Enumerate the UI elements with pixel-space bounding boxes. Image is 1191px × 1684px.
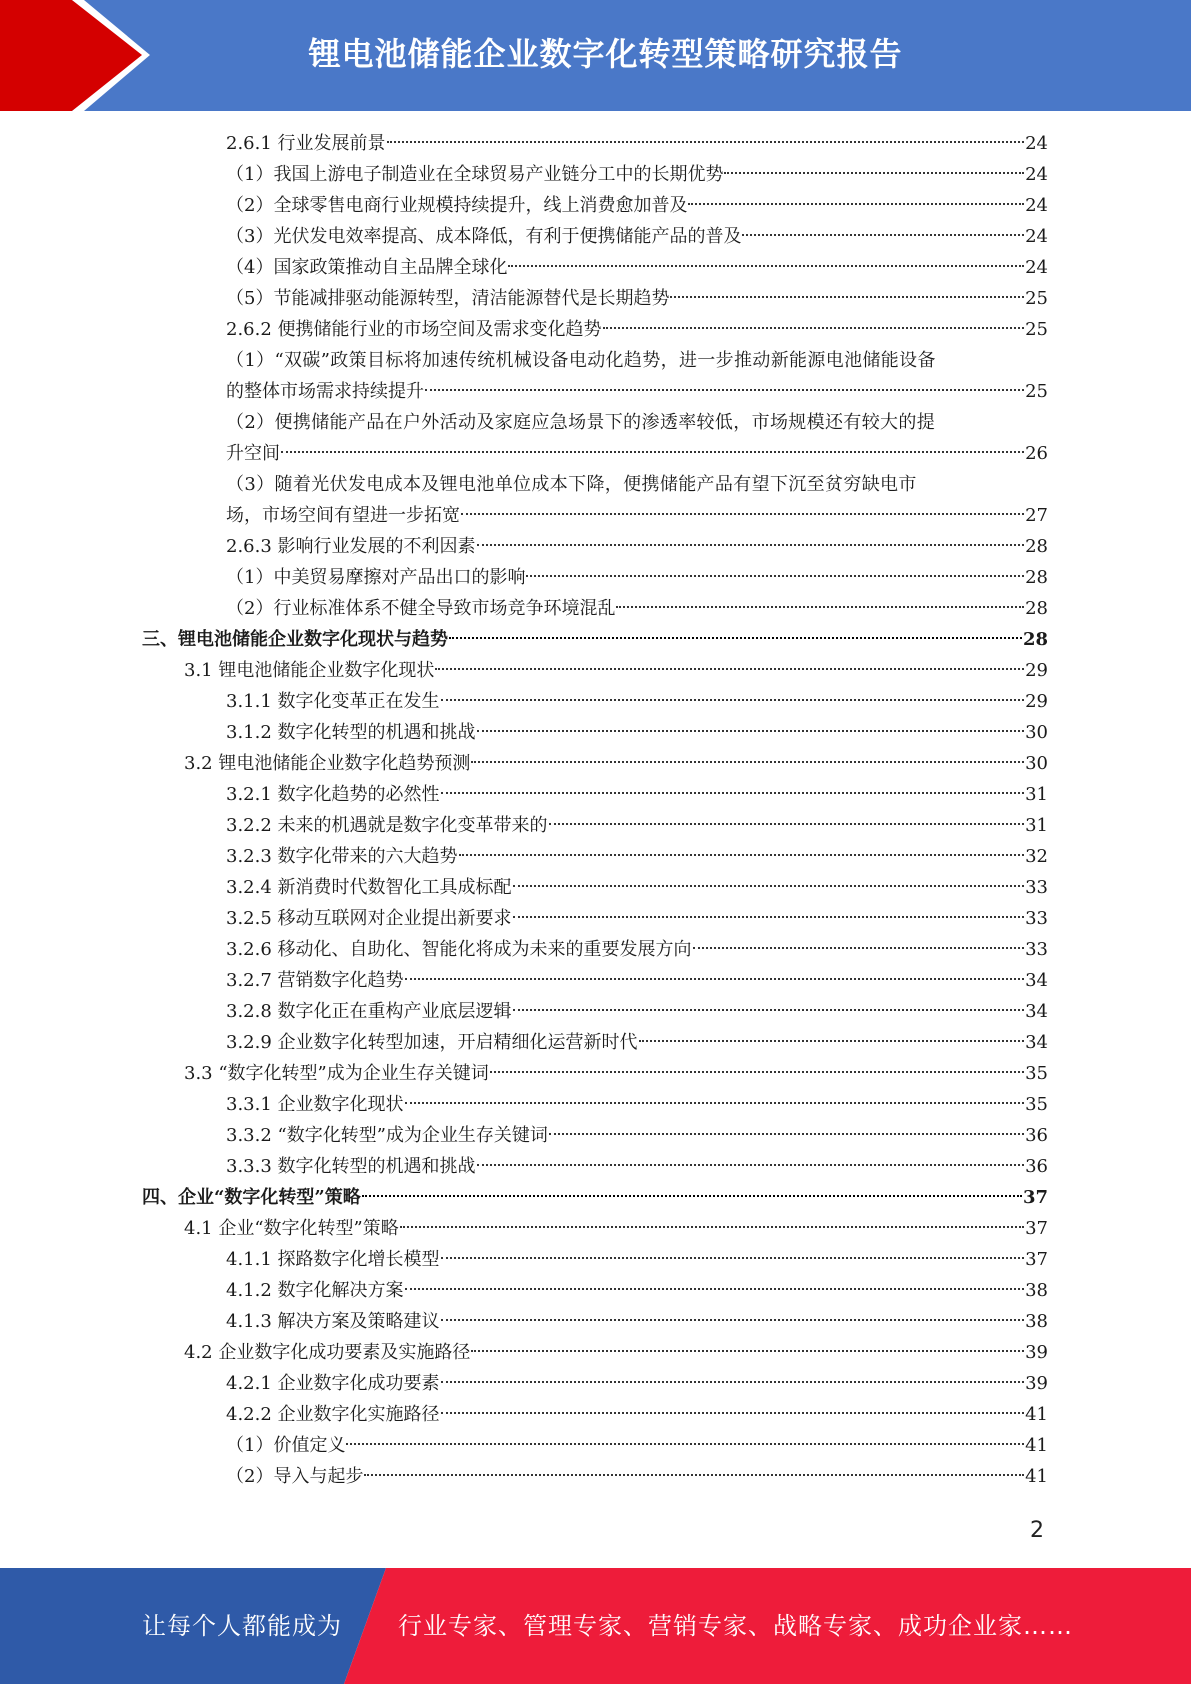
leader-dots bbox=[441, 1319, 1025, 1321]
toc-entry-title: 三、锂电池储能企业数字化现状与趋势 bbox=[142, 629, 448, 650]
toc-entry-title: 升空间 bbox=[226, 443, 280, 464]
toc-entry[interactable] bbox=[226, 872, 1048, 903]
leader-dots bbox=[459, 854, 1025, 856]
toc-entry-title-line1[interactable]: （1）“双碳”政策目标将加速传统机械设备电动化趋势，进一步推动新能源电池储能设备 bbox=[226, 350, 936, 371]
toc-entry-title: （2）全球零售电商行业规模持续提升，线上消费愈加普及 bbox=[226, 195, 688, 216]
footer-slogan-right: 行业专家、管理专家、营销专家、战略专家、成功企业家…… bbox=[398, 1612, 1073, 1640]
toc-entry-page: 36 bbox=[1025, 1156, 1048, 1177]
toc-entry-title: 3.2.1 数字化趋势的必然性 bbox=[226, 784, 440, 805]
leader-dots bbox=[688, 203, 1024, 205]
leader-dots bbox=[490, 1071, 1024, 1073]
toc-chapter[interactable] bbox=[142, 624, 1048, 655]
toc-entry-title: 3.2.8 数字化正在重构产业底层逻辑 bbox=[226, 1001, 512, 1022]
leader-dots bbox=[693, 947, 1025, 949]
toc-entry[interactable] bbox=[226, 1461, 1048, 1492]
toc-entry[interactable] bbox=[226, 1089, 1048, 1120]
leader-dots bbox=[441, 1257, 1025, 1259]
toc-entry-page: 41 bbox=[1025, 1466, 1048, 1487]
toc-entry[interactable] bbox=[226, 438, 1048, 469]
toc-entry[interactable] bbox=[226, 841, 1048, 872]
toc-entry-page: 36 bbox=[1025, 1125, 1048, 1146]
toc-entry[interactable] bbox=[226, 810, 1048, 841]
toc-entry[interactable] bbox=[226, 1120, 1048, 1151]
toc-chapter[interactable] bbox=[142, 1182, 1048, 1213]
toc-entry-page: 39 bbox=[1025, 1373, 1048, 1394]
toc-entry-page: 32 bbox=[1025, 846, 1048, 867]
leader-dots bbox=[742, 234, 1024, 236]
toc-entry-page: 34 bbox=[1025, 970, 1048, 991]
toc-entry-page: 31 bbox=[1025, 784, 1048, 805]
toc-entry-page: 24 bbox=[1025, 257, 1048, 278]
toc-entry-title: （2）导入与起步 bbox=[226, 1466, 364, 1487]
toc-entry-title: 3.1.1 数字化变革正在发生 bbox=[226, 691, 440, 712]
toc-entry-page: 26 bbox=[1025, 443, 1048, 464]
toc-entry[interactable] bbox=[226, 252, 1048, 283]
toc-entry[interactable] bbox=[226, 190, 1048, 221]
toc-section[interactable] bbox=[184, 1058, 1048, 1089]
leader-dots bbox=[400, 1226, 1024, 1228]
toc-entry-title: 3.2.3 数字化带来的六大趋势 bbox=[226, 846, 458, 867]
leader-dots bbox=[471, 761, 1024, 763]
toc-entry-page: 28 bbox=[1025, 567, 1048, 588]
leader-dots bbox=[441, 1412, 1025, 1414]
toc-entry[interactable] bbox=[226, 283, 1048, 314]
leader-dots bbox=[724, 172, 1024, 174]
leader-dots bbox=[603, 327, 1025, 329]
toc-entry-page: 24 bbox=[1025, 195, 1048, 216]
toc-entry-title: 2.6.2 便携储能行业的市场空间及需求变化趋势 bbox=[226, 319, 602, 340]
toc-entry-title-line1[interactable]: （3）随着光伏发电成本及锂电池单位成本下降，便携储能产品有望下沉至贫穷缺电市 bbox=[226, 474, 917, 495]
toc-entry[interactable] bbox=[226, 779, 1048, 810]
toc-entry-page: 29 bbox=[1025, 691, 1048, 712]
toc-entry-title: 2.6.1 行业发展前景 bbox=[226, 133, 386, 154]
toc-entry-page: 27 bbox=[1025, 505, 1048, 526]
toc-entry[interactable] bbox=[226, 1151, 1048, 1182]
toc-entry-page: 24 bbox=[1025, 226, 1048, 247]
leader-dots bbox=[362, 1195, 1022, 1197]
toc-entry-page: 35 bbox=[1025, 1063, 1048, 1084]
leader-dots bbox=[508, 265, 1024, 267]
toc-entry-title: 3.3.1 企业数字化现状 bbox=[226, 1094, 404, 1115]
toc-entry-title-line1[interactable]: （2）便携储能产品在户外活动及家庭应急场景下的渗透率较低，市场规模还有较大的提 bbox=[226, 412, 936, 433]
leader-dots bbox=[364, 1474, 1024, 1476]
toc-section[interactable] bbox=[184, 1213, 1048, 1244]
leader-dots bbox=[405, 1288, 1025, 1290]
toc-entry-page: 34 bbox=[1025, 1001, 1048, 1022]
toc-entry[interactable] bbox=[226, 1306, 1048, 1337]
toc-entry[interactable] bbox=[226, 159, 1048, 190]
toc-entry-page: 38 bbox=[1025, 1311, 1048, 1332]
toc-entry[interactable] bbox=[226, 1399, 1048, 1430]
leader-dots bbox=[405, 978, 1025, 980]
toc-entry-page: 41 bbox=[1025, 1404, 1048, 1425]
toc-entry-page: 37 bbox=[1022, 1187, 1048, 1208]
leader-dots bbox=[405, 1102, 1025, 1104]
toc-section[interactable] bbox=[184, 655, 1048, 686]
leader-dots bbox=[526, 575, 1024, 577]
toc-section[interactable] bbox=[184, 748, 1048, 779]
toc-entry-title: （4）国家政策推动自主品牌全球化 bbox=[226, 257, 508, 278]
toc-entry-page: 30 bbox=[1025, 722, 1048, 743]
toc-entry-title: 3.2 锂电池储能企业数字化趋势预测 bbox=[184, 753, 471, 774]
leader-dots bbox=[441, 792, 1025, 794]
toc-entry-page: 33 bbox=[1025, 908, 1048, 929]
toc-section[interactable] bbox=[184, 1337, 1048, 1368]
toc-entry-title: 3.2.4 新消费时代数智化工具成标配 bbox=[226, 877, 512, 898]
toc-entry[interactable] bbox=[226, 965, 1048, 996]
leader-dots bbox=[441, 699, 1025, 701]
toc-entry-page: 28 bbox=[1022, 629, 1048, 650]
toc-entry-title: 4.1.1 探路数字化增长模型 bbox=[226, 1249, 440, 1270]
leader-dots bbox=[639, 1040, 1025, 1042]
toc-entry-page: 25 bbox=[1025, 381, 1048, 402]
footer-slogan-left: 让每个人都能成为 bbox=[142, 1612, 342, 1640]
leader-dots bbox=[471, 1350, 1024, 1352]
leader-dots bbox=[387, 141, 1025, 143]
toc-entry-title: （2）行业标准体系不健全导致市场竞争环境混乱 bbox=[226, 598, 616, 619]
toc-entry-title: 4.1 企业“数字化转型”策略 bbox=[184, 1218, 399, 1239]
toc-entry-page: 28 bbox=[1025, 536, 1048, 557]
leader-dots bbox=[425, 389, 1024, 391]
toc-entry-page: 37 bbox=[1025, 1218, 1048, 1239]
toc-entry-page: 35 bbox=[1025, 1094, 1048, 1115]
toc-entry-title: 3.1 锂电池储能企业数字化现状 bbox=[184, 660, 435, 681]
toc-entry-title: 4.2.2 企业数字化实施路径 bbox=[226, 1404, 440, 1425]
toc-entry[interactable] bbox=[226, 531, 1048, 562]
leader-dots bbox=[346, 1443, 1024, 1445]
toc-entry-title: 3.2.6 移动化、自助化、智能化将成为未来的重要发展方向 bbox=[226, 939, 692, 960]
leader-dots bbox=[549, 823, 1025, 825]
report-title: 锂电池储能企业数字化转型策略研究报告 bbox=[308, 35, 903, 73]
toc-entry-title: 3.3.3 数字化转型的机遇和挑战 bbox=[226, 1156, 476, 1177]
page-number: 2 bbox=[1030, 1518, 1044, 1543]
toc-entry-page: 37 bbox=[1025, 1249, 1048, 1270]
toc-entry-page: 25 bbox=[1025, 288, 1048, 309]
toc-entry-page: 33 bbox=[1025, 939, 1048, 960]
leader-dots bbox=[670, 296, 1024, 298]
toc-entry[interactable] bbox=[226, 128, 1048, 159]
leader-dots bbox=[441, 1381, 1025, 1383]
toc-entry-title: 的整体市场需求持续提升 bbox=[226, 381, 424, 402]
leader-dots bbox=[513, 1009, 1025, 1011]
leader-dots bbox=[513, 916, 1025, 918]
toc-entry-title: （1）我国上游电子制造业在全球贸易产业链分工中的长期优势 bbox=[226, 164, 724, 185]
toc-entry-title: （3）光伏发电效率提高、成本降低，有利于便携储能产品的普及 bbox=[226, 226, 742, 247]
toc-entry-title: 3.2.5 移动互联网对企业提出新要求 bbox=[226, 908, 512, 929]
toc-entry[interactable] bbox=[226, 376, 1048, 407]
leader-dots bbox=[616, 606, 1024, 608]
leader-dots bbox=[549, 1133, 1024, 1135]
toc-entry-page: 38 bbox=[1025, 1280, 1048, 1301]
toc-entry-title: 4.2.1 企业数字化成功要素 bbox=[226, 1373, 440, 1394]
toc-entry-title: （1）中美贸易摩擦对产品出口的影响 bbox=[226, 567, 526, 588]
footer-banner bbox=[0, 1568, 1191, 1684]
toc-entry-title: （1）价值定义 bbox=[226, 1435, 346, 1456]
toc-entry-page: 28 bbox=[1025, 598, 1048, 619]
toc-entry-page: 41 bbox=[1025, 1435, 1048, 1456]
toc-entry-page: 39 bbox=[1025, 1342, 1048, 1363]
toc-entry-page: 24 bbox=[1025, 133, 1048, 154]
toc-entry-title: 四、企业“数字化转型”策略 bbox=[142, 1187, 361, 1208]
toc-entry-title: 3.3.2 “数字化转型”成为企业生存关键词 bbox=[226, 1125, 548, 1146]
toc-entry-title: 3.3 “数字化转型”成为企业生存关键词 bbox=[184, 1063, 489, 1084]
toc-entry[interactable] bbox=[226, 1244, 1048, 1275]
toc-entry[interactable] bbox=[226, 1275, 1048, 1306]
toc-entry-page: 33 bbox=[1025, 877, 1048, 898]
toc-entry-page: 29 bbox=[1025, 660, 1048, 681]
toc-entry[interactable] bbox=[226, 996, 1048, 1027]
leader-dots bbox=[513, 885, 1025, 887]
toc-entry-title: 3.2.2 未来的机遇就是数字化变革带来的 bbox=[226, 815, 548, 836]
toc-entry-page: 31 bbox=[1025, 815, 1048, 836]
toc-entry[interactable] bbox=[226, 500, 1048, 531]
toc-entry-page: 24 bbox=[1025, 164, 1048, 185]
toc-entry[interactable] bbox=[226, 686, 1048, 717]
toc-entry-title: 4.1.2 数字化解决方案 bbox=[226, 1280, 404, 1301]
toc-entry[interactable] bbox=[226, 593, 1048, 624]
toc-entry-title: 4.1.3 解决方案及策略建议 bbox=[226, 1311, 440, 1332]
leader-dots bbox=[461, 513, 1024, 515]
toc-entry[interactable] bbox=[226, 717, 1048, 748]
toc-entry-title: 场，市场空间有望进一步拓宽 bbox=[226, 505, 460, 526]
toc-entry-page: 25 bbox=[1025, 319, 1048, 340]
toc-entry-title: 4.2 企业数字化成功要素及实施路径 bbox=[184, 1342, 471, 1363]
toc-entry[interactable] bbox=[226, 221, 1048, 252]
header-banner bbox=[0, 0, 1191, 111]
toc-entry-page: 34 bbox=[1025, 1032, 1048, 1053]
toc-entry[interactable] bbox=[226, 562, 1048, 593]
leader-dots bbox=[477, 544, 1025, 546]
toc-entry-page: 30 bbox=[1025, 753, 1048, 774]
toc-entry[interactable] bbox=[226, 934, 1048, 965]
toc-entry[interactable] bbox=[226, 903, 1048, 934]
toc-entry[interactable] bbox=[226, 314, 1048, 345]
leader-dots bbox=[477, 1164, 1025, 1166]
toc-entry-title: 3.2.7 营销数字化趋势 bbox=[226, 970, 404, 991]
leader-dots bbox=[281, 451, 1024, 453]
toc-entry-title: 3.2.9 企业数字化转型加速，开启精细化运营新时代 bbox=[226, 1032, 638, 1053]
toc-entry[interactable] bbox=[226, 1027, 1048, 1058]
toc-entry[interactable] bbox=[226, 1430, 1048, 1461]
toc-entry[interactable] bbox=[226, 1368, 1048, 1399]
leader-dots bbox=[449, 637, 1022, 639]
toc-entry-title: （5）节能减排驱动能源转型，清洁能源替代是长期趋势 bbox=[226, 288, 670, 309]
leader-dots bbox=[477, 730, 1025, 732]
toc-entry-title: 2.6.3 影响行业发展的不利因素 bbox=[226, 536, 476, 557]
leader-dots bbox=[435, 668, 1024, 670]
toc-entry-title: 3.1.2 数字化转型的机遇和挑战 bbox=[226, 722, 476, 743]
